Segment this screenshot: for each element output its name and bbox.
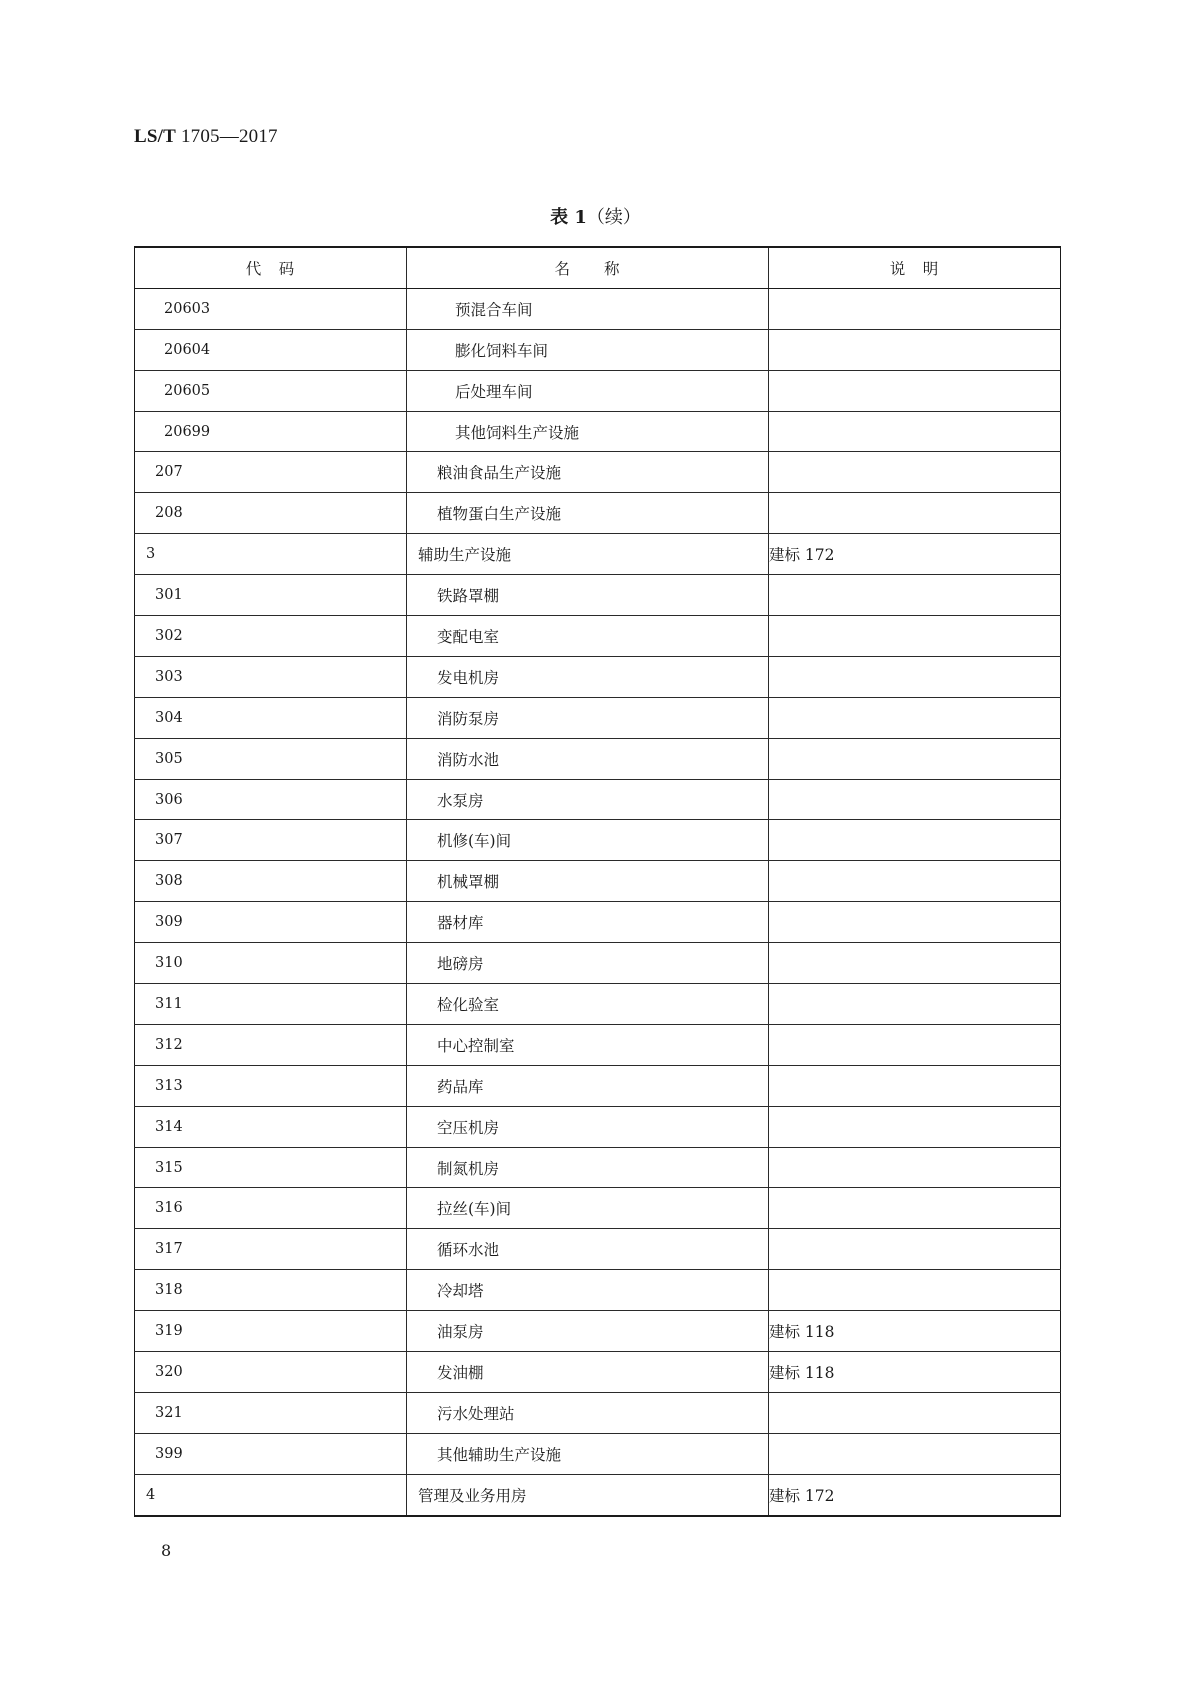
note-cell bbox=[769, 779, 1061, 820]
name-cell: 油泵房 bbox=[407, 1311, 769, 1352]
table-caption-title: 表 1 bbox=[550, 207, 587, 228]
note-cell bbox=[769, 452, 1061, 493]
name-cell: 膨化饲料车间 bbox=[407, 329, 769, 370]
note-cell bbox=[769, 1392, 1061, 1433]
table-row bbox=[135, 1147, 1061, 1188]
name-cell: 拉丝(车)间 bbox=[407, 1188, 769, 1229]
name-cell: 发电机房 bbox=[407, 656, 769, 697]
table-row bbox=[135, 656, 1061, 697]
code-cell: 302 bbox=[135, 616, 407, 657]
code-cell: 315 bbox=[135, 1147, 407, 1188]
name-cell: 后处理车间 bbox=[407, 370, 769, 411]
name-cell: 其他辅助生产设施 bbox=[407, 1433, 769, 1474]
name-cell: 变配电室 bbox=[407, 616, 769, 657]
note-cell bbox=[769, 820, 1061, 861]
code-cell: 316 bbox=[135, 1188, 407, 1229]
table-row bbox=[135, 370, 1061, 411]
note-cell bbox=[769, 902, 1061, 943]
note-cell: 建标 118 bbox=[769, 1352, 1061, 1393]
note-cell bbox=[769, 738, 1061, 779]
note-cell bbox=[769, 697, 1061, 738]
name-cell: 污水处理站 bbox=[407, 1392, 769, 1433]
code-cell: 3 bbox=[135, 534, 407, 575]
code-cell: 311 bbox=[135, 984, 407, 1025]
code-cell: 307 bbox=[135, 820, 407, 861]
code-table bbox=[134, 246, 1061, 1517]
table-row bbox=[135, 616, 1061, 657]
code-cell: 207 bbox=[135, 452, 407, 493]
code-cell: 319 bbox=[135, 1311, 407, 1352]
code-cell: 313 bbox=[135, 1065, 407, 1106]
table-row bbox=[135, 1392, 1061, 1433]
code-cell: 310 bbox=[135, 943, 407, 984]
name-cell: 药品库 bbox=[407, 1065, 769, 1106]
table-row bbox=[135, 1188, 1061, 1229]
table-row bbox=[135, 329, 1061, 370]
table-row bbox=[135, 738, 1061, 779]
table-row bbox=[135, 1270, 1061, 1311]
code-cell: 312 bbox=[135, 1024, 407, 1065]
name-cell: 空压机房 bbox=[407, 1106, 769, 1147]
standard-number: 1705—2017 bbox=[180, 126, 278, 147]
column-header-name: 名 称 bbox=[407, 247, 769, 288]
code-cell: 4 bbox=[135, 1474, 407, 1515]
table-row bbox=[135, 493, 1061, 534]
name-cell: 水泵房 bbox=[407, 779, 769, 820]
table-row bbox=[135, 943, 1061, 984]
table-row bbox=[135, 1106, 1061, 1147]
note-cell bbox=[769, 575, 1061, 616]
note-cell bbox=[769, 1024, 1061, 1065]
name-cell: 机械罩棚 bbox=[407, 861, 769, 902]
code-cell: 305 bbox=[135, 738, 407, 779]
name-cell: 发油棚 bbox=[407, 1352, 769, 1393]
table-row bbox=[135, 534, 1061, 575]
name-cell: 地磅房 bbox=[407, 943, 769, 984]
note-cell bbox=[769, 370, 1061, 411]
table-row bbox=[135, 288, 1061, 329]
code-cell: 304 bbox=[135, 697, 407, 738]
code-cell: 320 bbox=[135, 1352, 407, 1393]
note-cell bbox=[769, 1147, 1061, 1188]
table-row bbox=[135, 779, 1061, 820]
code-cell: 20699 bbox=[135, 411, 407, 452]
name-cell: 管理及业务用房 bbox=[407, 1474, 769, 1515]
name-cell: 器材库 bbox=[407, 902, 769, 943]
note-cell bbox=[769, 943, 1061, 984]
code-cell: 308 bbox=[135, 861, 407, 902]
name-cell: 其他饲料生产设施 bbox=[407, 411, 769, 452]
name-cell: 铁路罩棚 bbox=[407, 575, 769, 616]
note-cell bbox=[769, 288, 1061, 329]
code-cell: 208 bbox=[135, 493, 407, 534]
note-cell: 建标 172 bbox=[769, 1474, 1061, 1515]
code-cell: 321 bbox=[135, 1392, 407, 1433]
column-header-note: 说 明 bbox=[769, 247, 1061, 288]
note-cell: 建标 118 bbox=[769, 1311, 1061, 1352]
code-cell: 318 bbox=[135, 1270, 407, 1311]
table-caption bbox=[0, 203, 1191, 229]
standard-header bbox=[134, 126, 278, 148]
note-cell bbox=[769, 1433, 1061, 1474]
note-cell bbox=[769, 861, 1061, 902]
name-cell: 粮油食品生产设施 bbox=[407, 452, 769, 493]
code-cell: 303 bbox=[135, 656, 407, 697]
name-cell: 辅助生产设施 bbox=[407, 534, 769, 575]
name-cell: 循环水池 bbox=[407, 1229, 769, 1270]
note-cell bbox=[769, 1065, 1061, 1106]
table-row bbox=[135, 902, 1061, 943]
name-cell: 中心控制室 bbox=[407, 1024, 769, 1065]
table-row bbox=[135, 1474, 1061, 1515]
note-cell bbox=[769, 329, 1061, 370]
name-cell: 消防泵房 bbox=[407, 697, 769, 738]
table-caption-continued: （续） bbox=[586, 207, 641, 228]
name-cell: 消防水池 bbox=[407, 738, 769, 779]
note-cell bbox=[769, 1188, 1061, 1229]
name-cell: 植物蛋白生产设施 bbox=[407, 493, 769, 534]
table-row bbox=[135, 861, 1061, 902]
note-cell bbox=[769, 984, 1061, 1025]
note-cell bbox=[769, 411, 1061, 452]
code-cell: 314 bbox=[135, 1106, 407, 1147]
code-cell: 399 bbox=[135, 1433, 407, 1474]
code-cell: 317 bbox=[135, 1229, 407, 1270]
code-cell: 301 bbox=[135, 575, 407, 616]
note-cell bbox=[769, 1106, 1061, 1147]
code-cell: 20604 bbox=[135, 329, 407, 370]
table-row bbox=[135, 575, 1061, 616]
table-row bbox=[135, 1229, 1061, 1270]
name-cell: 检化验室 bbox=[407, 984, 769, 1025]
column-header-code: 代 码 bbox=[135, 247, 407, 288]
table-body bbox=[135, 288, 1061, 1515]
code-cell: 20605 bbox=[135, 370, 407, 411]
table-row bbox=[135, 1024, 1061, 1065]
note-cell bbox=[769, 1229, 1061, 1270]
table-row bbox=[135, 697, 1061, 738]
table-row bbox=[135, 1311, 1061, 1352]
name-cell: 冷却塔 bbox=[407, 1270, 769, 1311]
table-row bbox=[135, 1352, 1061, 1393]
note-cell bbox=[769, 656, 1061, 697]
note-cell: 建标 172 bbox=[769, 534, 1061, 575]
table-row bbox=[135, 1065, 1061, 1106]
note-cell bbox=[769, 616, 1061, 657]
code-cell: 20603 bbox=[135, 288, 407, 329]
name-cell: 机修(车)间 bbox=[407, 820, 769, 861]
code-cell: 306 bbox=[135, 779, 407, 820]
table-header-row bbox=[135, 247, 1061, 288]
note-cell bbox=[769, 1270, 1061, 1311]
code-table-container bbox=[134, 246, 1060, 1517]
table-row bbox=[135, 411, 1061, 452]
table-row bbox=[135, 1433, 1061, 1474]
code-cell: 309 bbox=[135, 902, 407, 943]
name-cell: 制氮机房 bbox=[407, 1147, 769, 1188]
table-row bbox=[135, 984, 1061, 1025]
table-row bbox=[135, 452, 1061, 493]
page-number: 8 bbox=[161, 1541, 172, 1560]
name-cell: 预混合车间 bbox=[407, 288, 769, 329]
table-header bbox=[135, 247, 1061, 288]
table-row bbox=[135, 820, 1061, 861]
standard-prefix: LS/T bbox=[134, 126, 176, 147]
note-cell bbox=[769, 493, 1061, 534]
